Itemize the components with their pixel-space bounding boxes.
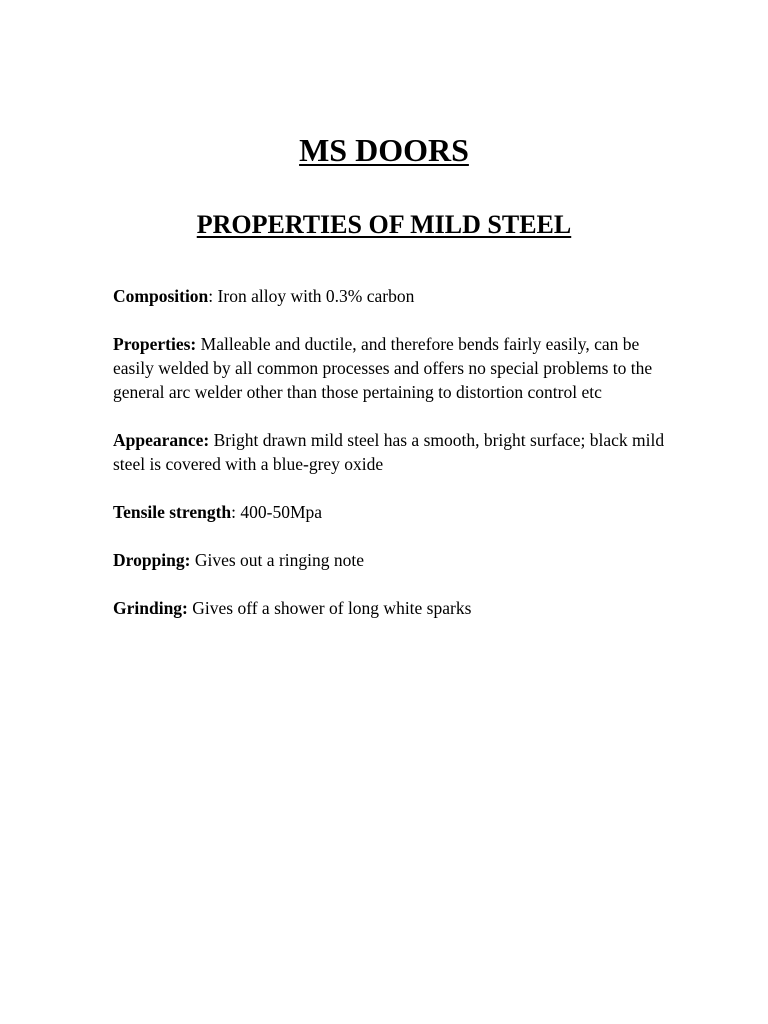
properties-list xyxy=(113,284,673,644)
properties-text: Malleable and ductile, and therefore bends fairly easily, can be easily welded by all common processes and offers no special problems to the general arc welder other than those pertaining to distortion control etc xyxy=(113,334,653,402)
grinding-paragraph xyxy=(113,596,673,620)
appearance-label: Appearance: xyxy=(113,430,210,450)
page-title: MS DOORS xyxy=(299,132,469,168)
dropping-text: Gives out a ringing note xyxy=(194,550,364,570)
properties-label: Properties: xyxy=(113,334,197,354)
composition-text: Iron alloy with 0.3% carbon xyxy=(217,286,415,306)
properties-paragraph xyxy=(113,332,673,404)
appearance-text: Bright drawn mild steel has a smooth, bright surface; black mild steel is covered with a blue-grey oxide xyxy=(113,430,665,474)
appearance-paragraph xyxy=(113,428,673,476)
grinding-text: Gives off a shower of long white sparks xyxy=(192,598,472,618)
grinding-label: Grinding: xyxy=(113,598,188,618)
tensile-strength-label: Tensile strength xyxy=(113,502,232,522)
composition-paragraph xyxy=(113,284,673,308)
dropping-paragraph xyxy=(113,548,673,572)
composition-label: Composition xyxy=(113,286,209,306)
page-subtitle: PROPERTIES OF MILD STEEL xyxy=(196,210,572,239)
composition-separator: : xyxy=(208,286,218,306)
tensile-strength-paragraph xyxy=(113,500,673,524)
tensile-strength-text: 400-50Mpa xyxy=(240,502,323,522)
dropping-label: Dropping: xyxy=(113,550,191,570)
tensile-strength-separator: : xyxy=(231,502,241,522)
